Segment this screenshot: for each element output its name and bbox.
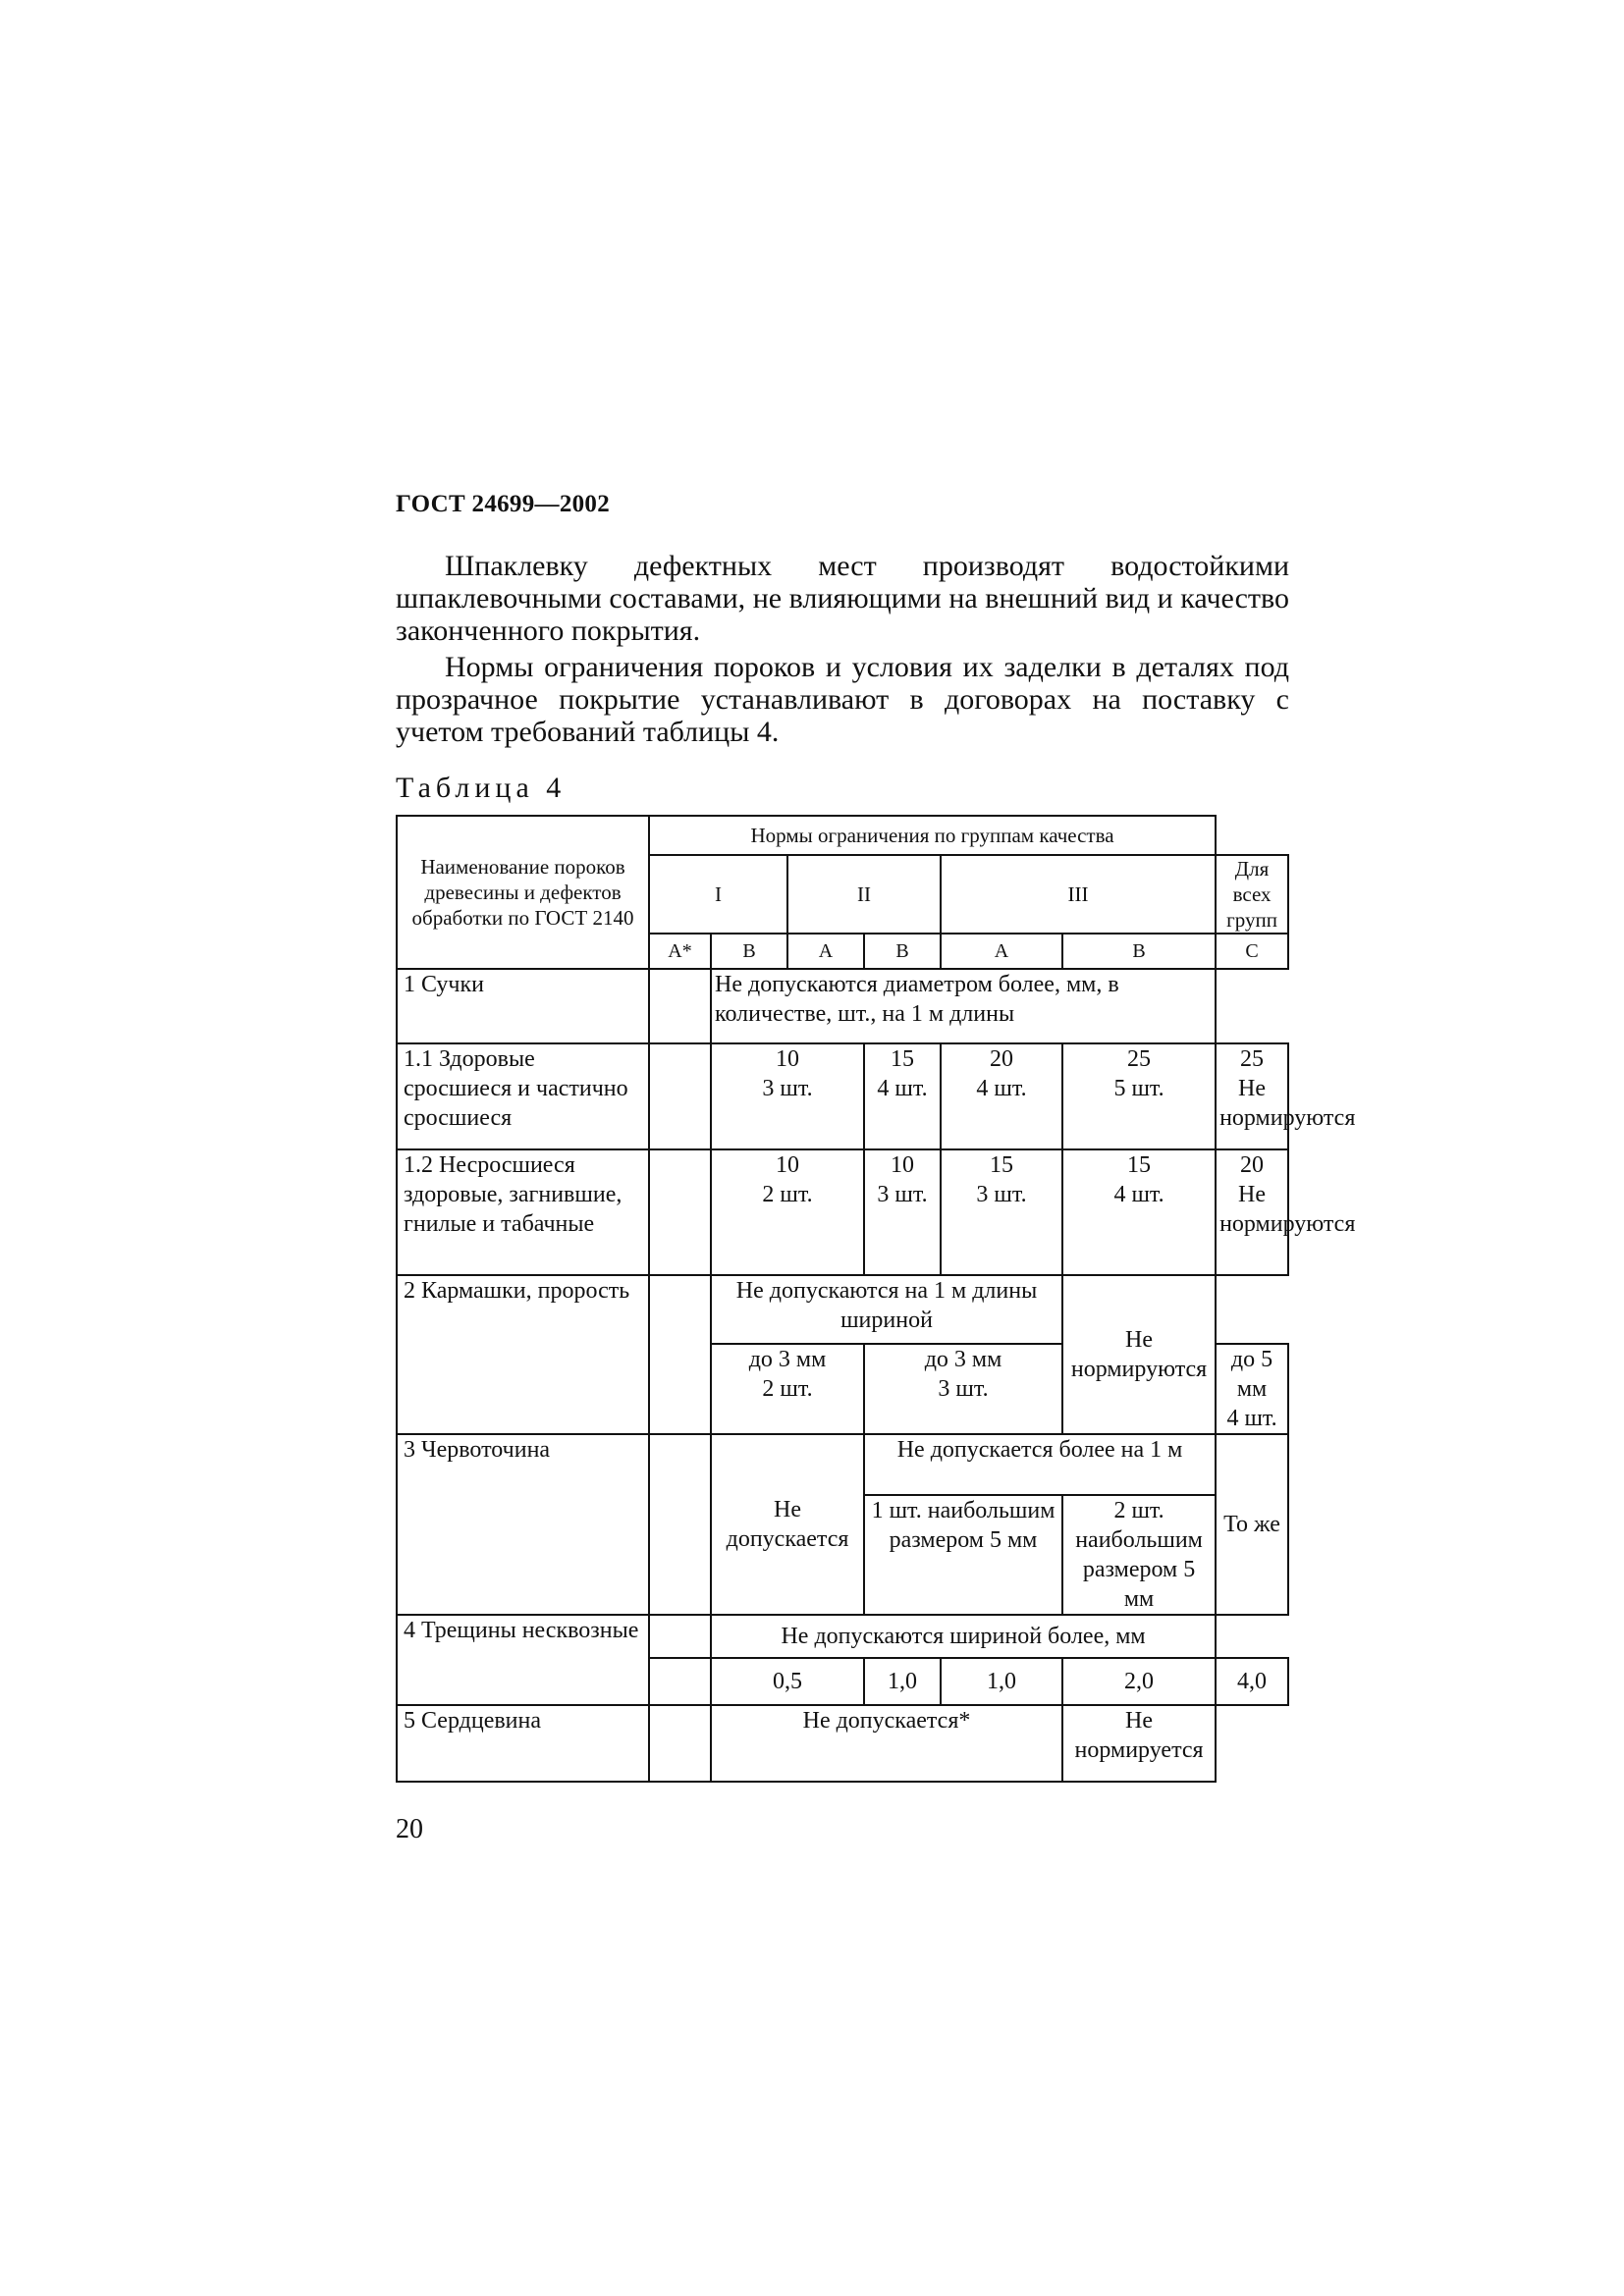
cell-value: 1,0 [941,1658,1062,1705]
cell-value: 25 Не нормируются [1216,1043,1288,1149]
table-row [397,969,1288,1043]
row-name-cracks: 4 Трещины несквозные [397,1615,649,1705]
table-caption: Таблица 4 [396,772,567,804]
header-group-3: III [941,855,1216,934]
paragraph-norms: Нормы ограничения пороков и условия их заделки в деталях под прозрачное покрытие устанавливают в договорах на поставку с учетом требований таблицы 4. [396,651,1289,748]
cell-value: до 3 мм 3 шт. [864,1344,1062,1434]
cell-value: 15 4 шт. [1062,1149,1216,1275]
row-name-pockets: 2 Кармашки, прорость [397,1275,649,1434]
cell-value: Не нормируются [1062,1275,1216,1434]
empty-cell [649,1615,711,1658]
empty-cell [649,1043,711,1149]
pith-span-text: Не допускается* [711,1705,1062,1782]
empty-cell [649,1149,711,1275]
header-norms: Нормы ограничения по группам качества [649,816,1216,855]
table-row [397,1705,1288,1782]
cell-value: 25 5 шт. [1062,1043,1216,1149]
defects-norms-table [396,815,1356,1783]
cell-value: Не нормируется [1062,1705,1216,1782]
header-defect-name: Наименование пороков древесины и дефектов обработки по ГОСТ 2140 [397,816,649,969]
cell-value: 10 2 шт. [711,1149,864,1275]
empty-cell [649,1275,711,1434]
row-name-sound-knots: 1.1 Здоровые сросшиеся и частично сросшиеся [397,1043,649,1149]
cell-value: 4,0 [1216,1658,1288,1705]
empty-cell [649,1658,711,1705]
empty-cell [649,969,711,1043]
row-name-pith: 5 Сердцевина [397,1705,649,1782]
cell-value: Не допускается [711,1434,864,1615]
cracks-span-text: Не допускаются шириной более, мм [711,1615,1216,1658]
cell-value: 10 3 шт. [711,1043,864,1149]
row-name-wormholes: 3 Червоточина [397,1434,649,1615]
cell-value: до 3 мм 2 шт. [711,1344,864,1434]
cell-value: 20 Не нормируются [1216,1149,1288,1275]
knots-span-text: Не допускаются диаметром более, мм, в количестве, шт., на 1 м длины [711,969,1216,1043]
cell-value: 0,5 [711,1658,864,1705]
empty-cell [649,1434,711,1615]
header-group-2: II [787,855,941,934]
header-all-groups: Для всех групп [1216,855,1288,934]
table-header-row-1 [397,816,1288,855]
row-name-loose-knots: 1.2 Несросшиеся здоровые, загнившие, гнилые и табачные [397,1149,649,1275]
cell-value: 15 4 шт. [864,1043,941,1149]
header-sub-a-star: A* [649,934,711,969]
cell-value: То же [1216,1434,1288,1615]
table-row [397,1434,1288,1495]
header-sub-a: A [787,934,864,969]
wormholes-span-text: Не допускается более на 1 м [864,1434,1216,1495]
table-row [397,1275,1288,1344]
cell-value: до 5 мм 4 шт. [1216,1344,1288,1434]
table-row [397,1615,1288,1658]
empty-cell [649,1705,711,1782]
cell-value: 2,0 [1062,1658,1216,1705]
document-header: ГОСТ 24699—2002 [396,491,611,517]
cell-value: 15 3 шт. [941,1149,1062,1275]
header-sub-b: B [1062,934,1216,969]
header-sub-a: A [941,934,1062,969]
pockets-span-text: Не допускаются на 1 м длины шириной [711,1275,1062,1344]
table-row [397,1149,1288,1275]
cell-value: 20 4 шт. [941,1043,1062,1149]
paragraph-putty: Шпаклевку дефектных мест производят водостойкими шпаклевочными составами, не влияющими на внешний вид и качество законченного покрытия. [396,550,1289,647]
header-sub-b: B [864,934,941,969]
header-group-1: I [649,855,787,934]
row-name-knots: 1 Сучки [397,969,649,1043]
header-sub-c: C [1216,934,1288,969]
page-number: 20 [396,1814,423,1844]
table-row [397,1043,1288,1149]
cell-value: 1,0 [864,1658,941,1705]
header-sub-b: B [711,934,787,969]
cell-value: 1 шт. наибольшим размером 5 мм [864,1495,1062,1615]
cell-value: 2 шт. наибольшим размером 5 мм [1062,1495,1216,1615]
cell-value: 10 3 шт. [864,1149,941,1275]
